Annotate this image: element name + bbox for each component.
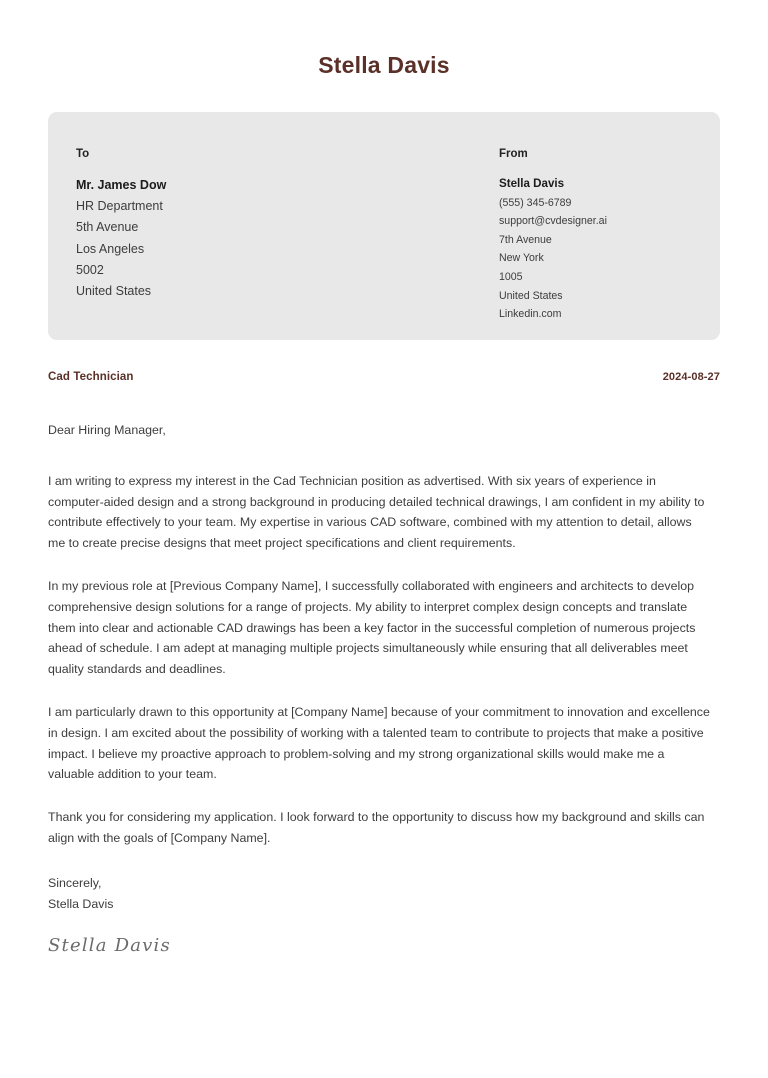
letter-date: 2024-08-27 xyxy=(662,371,720,383)
sender-website: Linkedin.com xyxy=(499,308,562,321)
sender-name: Stella Davis xyxy=(499,177,565,190)
sender-phone: (555) 345-6789 xyxy=(499,196,572,209)
sender-line: 1005 xyxy=(499,270,523,283)
recipient-name: Mr. James Dow xyxy=(76,178,167,192)
sender-details xyxy=(499,175,719,324)
closing-salutation: Sincerely, xyxy=(48,875,102,890)
recipient-details xyxy=(76,175,376,302)
sender-label: From xyxy=(499,148,528,160)
sender-line: New York xyxy=(499,252,544,265)
subject-row xyxy=(48,371,720,383)
closing-name: Stella Davis xyxy=(48,896,114,911)
recipient-line: HR Department xyxy=(76,199,163,214)
body-paragraph: In my previous role at [Previous Company Name], I successfully collaborated with engineers and architects to develop comprehensive design solutions for a range of projects. My ability to interpret complex design concepts and translate them into clear and actionable CAD drawings has been a key factor in the successful completion of numerous projects ahead of schedule. I am adept at managing multiple projects simultaneously while ensuring that all deliverables meet quality standards and deadlines. xyxy=(48,578,696,677)
sender-email: support@cvdesigner.ai xyxy=(499,215,607,228)
recipient-line: 5002 xyxy=(76,262,104,277)
closing-block xyxy=(48,873,712,915)
job-title: Cad Technician xyxy=(48,371,134,383)
address-card xyxy=(48,112,720,340)
salutation: Dear Hiring Manager, xyxy=(48,423,166,437)
sender-line: 7th Avenue xyxy=(499,233,552,246)
sender-block xyxy=(499,112,719,324)
recipient-line: United States xyxy=(76,284,152,299)
recipient-label: To xyxy=(76,148,90,160)
recipient-line: Los Angeles xyxy=(76,241,145,256)
sender-line: United States xyxy=(499,289,563,302)
body-paragraph: I am particularly drawn to this opportunity at [Company Name] because of your commitment to innovation and excellence in design. I am excited about the possibility of working with a talented team to contribute to projects that make a positive impact. I believe my proactive approach to problem-solving and my strong organizational skills would make me a valuable addition to your team. xyxy=(48,704,710,782)
letter-body xyxy=(48,420,712,958)
signature: Stella Davis xyxy=(48,935,171,957)
recipient-block xyxy=(76,112,376,302)
page-title: Stella Davis xyxy=(318,52,450,78)
recipient-line: 5th Avenue xyxy=(76,220,139,235)
body-paragraph: Thank you for considering my application. I look forward to the opportunity to discuss how my background and skills can align with the goals of [Company Name]. xyxy=(48,810,705,845)
body-paragraph: I am writing to express my interest in the Cad Technician position as advertised. With six years of experience in computer-aided design and a strong background in producing detailed technical drawings, I am confident in my ability to contribute effectively to your team. My expertise in various CAD software, combined with my attention to detail, allows me to create precise designs that meet project specifications and client requirements. xyxy=(48,473,705,551)
